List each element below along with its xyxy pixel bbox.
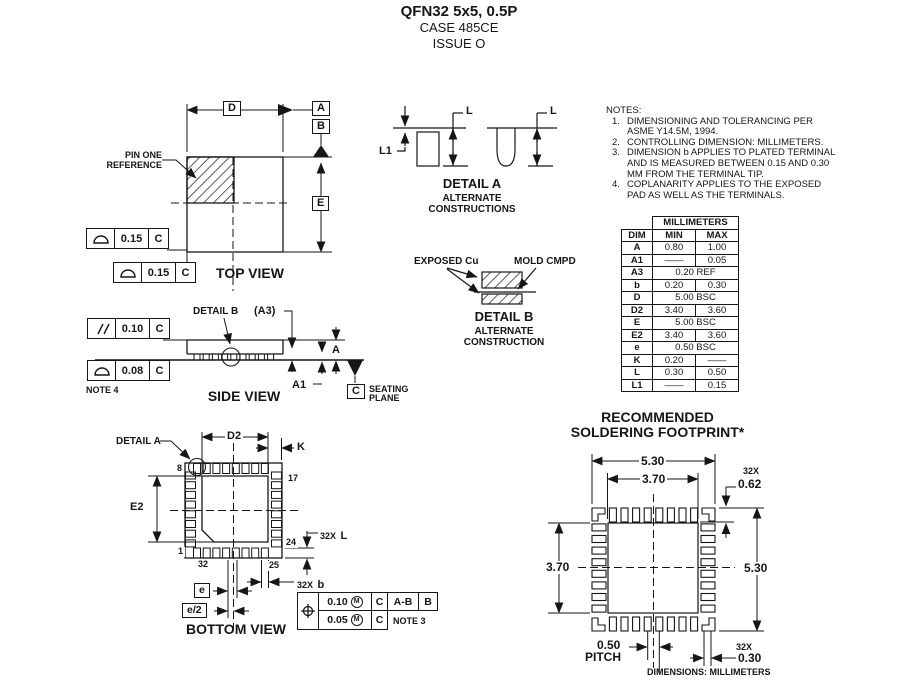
- seating-plane-label: SEATING: [369, 384, 409, 394]
- exposed-pad-outline: [202, 476, 268, 542]
- note-item: 3. DIMENSION b APPLIES TO PLATED TERMINAL AND IS MEASURED BETWEEN 0.15 AND 0.30 MM FROM THE TERMINAL TIP.: [612, 147, 836, 180]
- pin-number: 8: [177, 463, 183, 473]
- profile-surface-icon: [119, 266, 137, 279]
- note-item: 1. DIMENSIONING AND TOLERANCING PER ASME Y14.5M, 1994.: [612, 115, 813, 138]
- table-row: E2 3.40 3.60: [622, 329, 739, 342]
- pin-number: 25: [269, 560, 280, 570]
- bottom-view-label: BOTTOM VIEW: [185, 621, 287, 637]
- dim-e-box: E: [312, 196, 329, 211]
- dim-l1-label: L1: [379, 145, 392, 157]
- package-outline-side: [187, 340, 283, 354]
- dimension-table: MILLIMETERS DIM MIN MAX A 0.80 1.00 A1 —— 0.05 A3 0.20 REF b 0.20 0.30 D 5.00 BSC D2 3.40 3.60 E 5.00 BSC E2 3.40 3.60 e 0.50 BSC K 0.20 —— L 0.30 0.50 L1 —— 0.15: [621, 216, 739, 392]
- dim-e-half-box: e/2: [182, 603, 207, 618]
- footprint-inner-height: 3.70: [546, 560, 570, 574]
- dim-e-box: e: [194, 583, 210, 598]
- notes-block: [606, 106, 840, 201]
- detail-b-subtitle: CONSTRUCTION: [463, 337, 545, 348]
- detail-b-linework: [447, 268, 536, 304]
- profile-tolerance-frame-seating: 0.08 C: [87, 360, 170, 381]
- datum-c-box: C: [347, 384, 365, 399]
- profile-tolerance-frame-top: 0.15 C: [86, 228, 169, 249]
- table-row: A3 0.20 REF: [622, 267, 739, 280]
- profile-surface-icon: [92, 232, 110, 245]
- pin-number: 17: [288, 473, 299, 483]
- bottom-view-dimensions: [148, 432, 318, 628]
- footprint-inner-width: 3.70: [642, 472, 666, 486]
- table-row: b 0.20 0.30: [622, 279, 739, 292]
- issue-revision: ISSUE O: [432, 36, 486, 51]
- exposed-cu-label: EXPOSED Cu: [414, 256, 479, 267]
- pin-one-reference-label: PIN ONE REFERENCE: [106, 150, 162, 170]
- terminal-rect: [417, 132, 439, 166]
- note-4-reference: NOTE 4: [86, 385, 119, 395]
- table-row: e 0.50 BSC: [622, 342, 739, 355]
- note-3-reference: NOTE 3: [393, 615, 426, 626]
- top-view-label: TOP VIEW: [216, 265, 284, 281]
- seating-plane-label: PLANE: [369, 393, 400, 403]
- datum-b-box: B: [312, 119, 330, 134]
- table-row: E 5.00 BSC: [622, 317, 739, 330]
- notes-heading: NOTES:: [606, 105, 642, 116]
- table-row: D2 3.40 3.60: [622, 304, 739, 317]
- detail-a-linework: [393, 106, 557, 166]
- exposed-cu-lower: [482, 294, 522, 304]
- datum-b-triangle: [313, 145, 329, 157]
- detail-a-subtitle: CONSTRUCTIONS: [428, 204, 516, 215]
- dim-a1-label: A1: [292, 379, 307, 391]
- pad-width-value: 0.30: [738, 651, 762, 665]
- dim-l-label: L: [550, 105, 557, 117]
- pitch-value: 0.50: [597, 638, 621, 652]
- parallelism-tolerance-frame: 0.10 C: [87, 318, 170, 339]
- terminal-round: [497, 128, 515, 166]
- pin-number: 32: [198, 559, 209, 569]
- dim-k-label: K: [297, 441, 305, 453]
- tolerance-row: 0.05 M C NOTE 3: [319, 611, 438, 630]
- top-view-linework: [187, 157, 283, 252]
- dim-d-box: D: [223, 101, 241, 116]
- position-icon: [297, 592, 319, 630]
- table-row: A 0.80 1.00: [622, 242, 739, 255]
- detail-a-reference: DETAIL A: [116, 436, 161, 447]
- dim-a-label: A: [332, 344, 340, 356]
- profile-tolerance-frame-bottom: 0.15 C: [113, 262, 196, 283]
- detail-b-reference: DETAIL B: [193, 306, 239, 317]
- dim-e2-label: E2: [130, 501, 144, 513]
- datum-a-box: A: [312, 101, 330, 116]
- footprint-title: RECOMMENDED SOLDERING FOOTPRINT*: [570, 409, 745, 441]
- profile-surface-icon: [93, 364, 111, 377]
- mold-compound-label: MOLD CMPD: [514, 256, 576, 267]
- dim-l-count-label: 32X L: [320, 530, 348, 542]
- tolerance-row: 0.10 M C A-B B: [319, 592, 438, 611]
- pad-length-count: 32X: [743, 466, 760, 476]
- detail-a-subtitle: ALTERNATE: [442, 193, 502, 204]
- note-item: 4. COPLANARITY APPLIES TO THE EXPOSED PAD AS WELL AS THE TERMINALS.: [612, 179, 822, 201]
- detail-b-subtitle: ALTERNATE: [474, 326, 534, 337]
- dim-l-label: L: [466, 105, 473, 117]
- datum-a-arrow: [278, 104, 293, 116]
- table-row: K 0.20 ——: [622, 354, 739, 367]
- mmc-modifier-icon: M: [351, 614, 363, 626]
- dim-a3-label: (A3): [254, 305, 276, 317]
- dim-b-count-label: 32X b: [297, 579, 325, 591]
- pad-width-count: 32X: [736, 642, 753, 652]
- side-view-label: SIDE VIEW: [207, 388, 281, 404]
- pin-one-hatch: [187, 157, 234, 203]
- table-row: L1 —— 0.15: [622, 379, 739, 392]
- footprint-dimensions: [548, 454, 764, 673]
- footprint-outer-height: 5.30: [744, 561, 768, 575]
- table-row: L 0.30 0.50: [622, 367, 739, 380]
- pitch-label: PITCH: [585, 650, 621, 664]
- pin-number: 1: [178, 546, 184, 556]
- detail-a-title: DETAIL A: [442, 176, 502, 191]
- footprint-outer-width: 5.30: [641, 454, 665, 468]
- table-row: A1 —— 0.05: [622, 254, 739, 267]
- pad-length-value: 0.62: [738, 477, 762, 491]
- position-tolerance-frame: [297, 592, 438, 630]
- table-row: D 5.00 BSC: [622, 292, 739, 305]
- units-note: DIMENSIONS: MILLIMETERS: [647, 667, 771, 677]
- parallelism-icon: [94, 322, 110, 336]
- dim-d2-label: D2: [227, 430, 242, 442]
- exposed-cu-upper: [482, 272, 522, 288]
- mmc-modifier-icon: M: [351, 596, 363, 608]
- detail-b-title: DETAIL B: [474, 309, 534, 324]
- note-item: 2. CONTROLLING DIMENSION: MILLIMETERS.: [612, 136, 824, 148]
- case-number: CASE 485CE: [419, 20, 499, 35]
- page-title: QFN32 5x5, 0.5P: [400, 3, 518, 20]
- seating-datum-triangle: [347, 360, 363, 376]
- pin-number: 24: [286, 537, 297, 547]
